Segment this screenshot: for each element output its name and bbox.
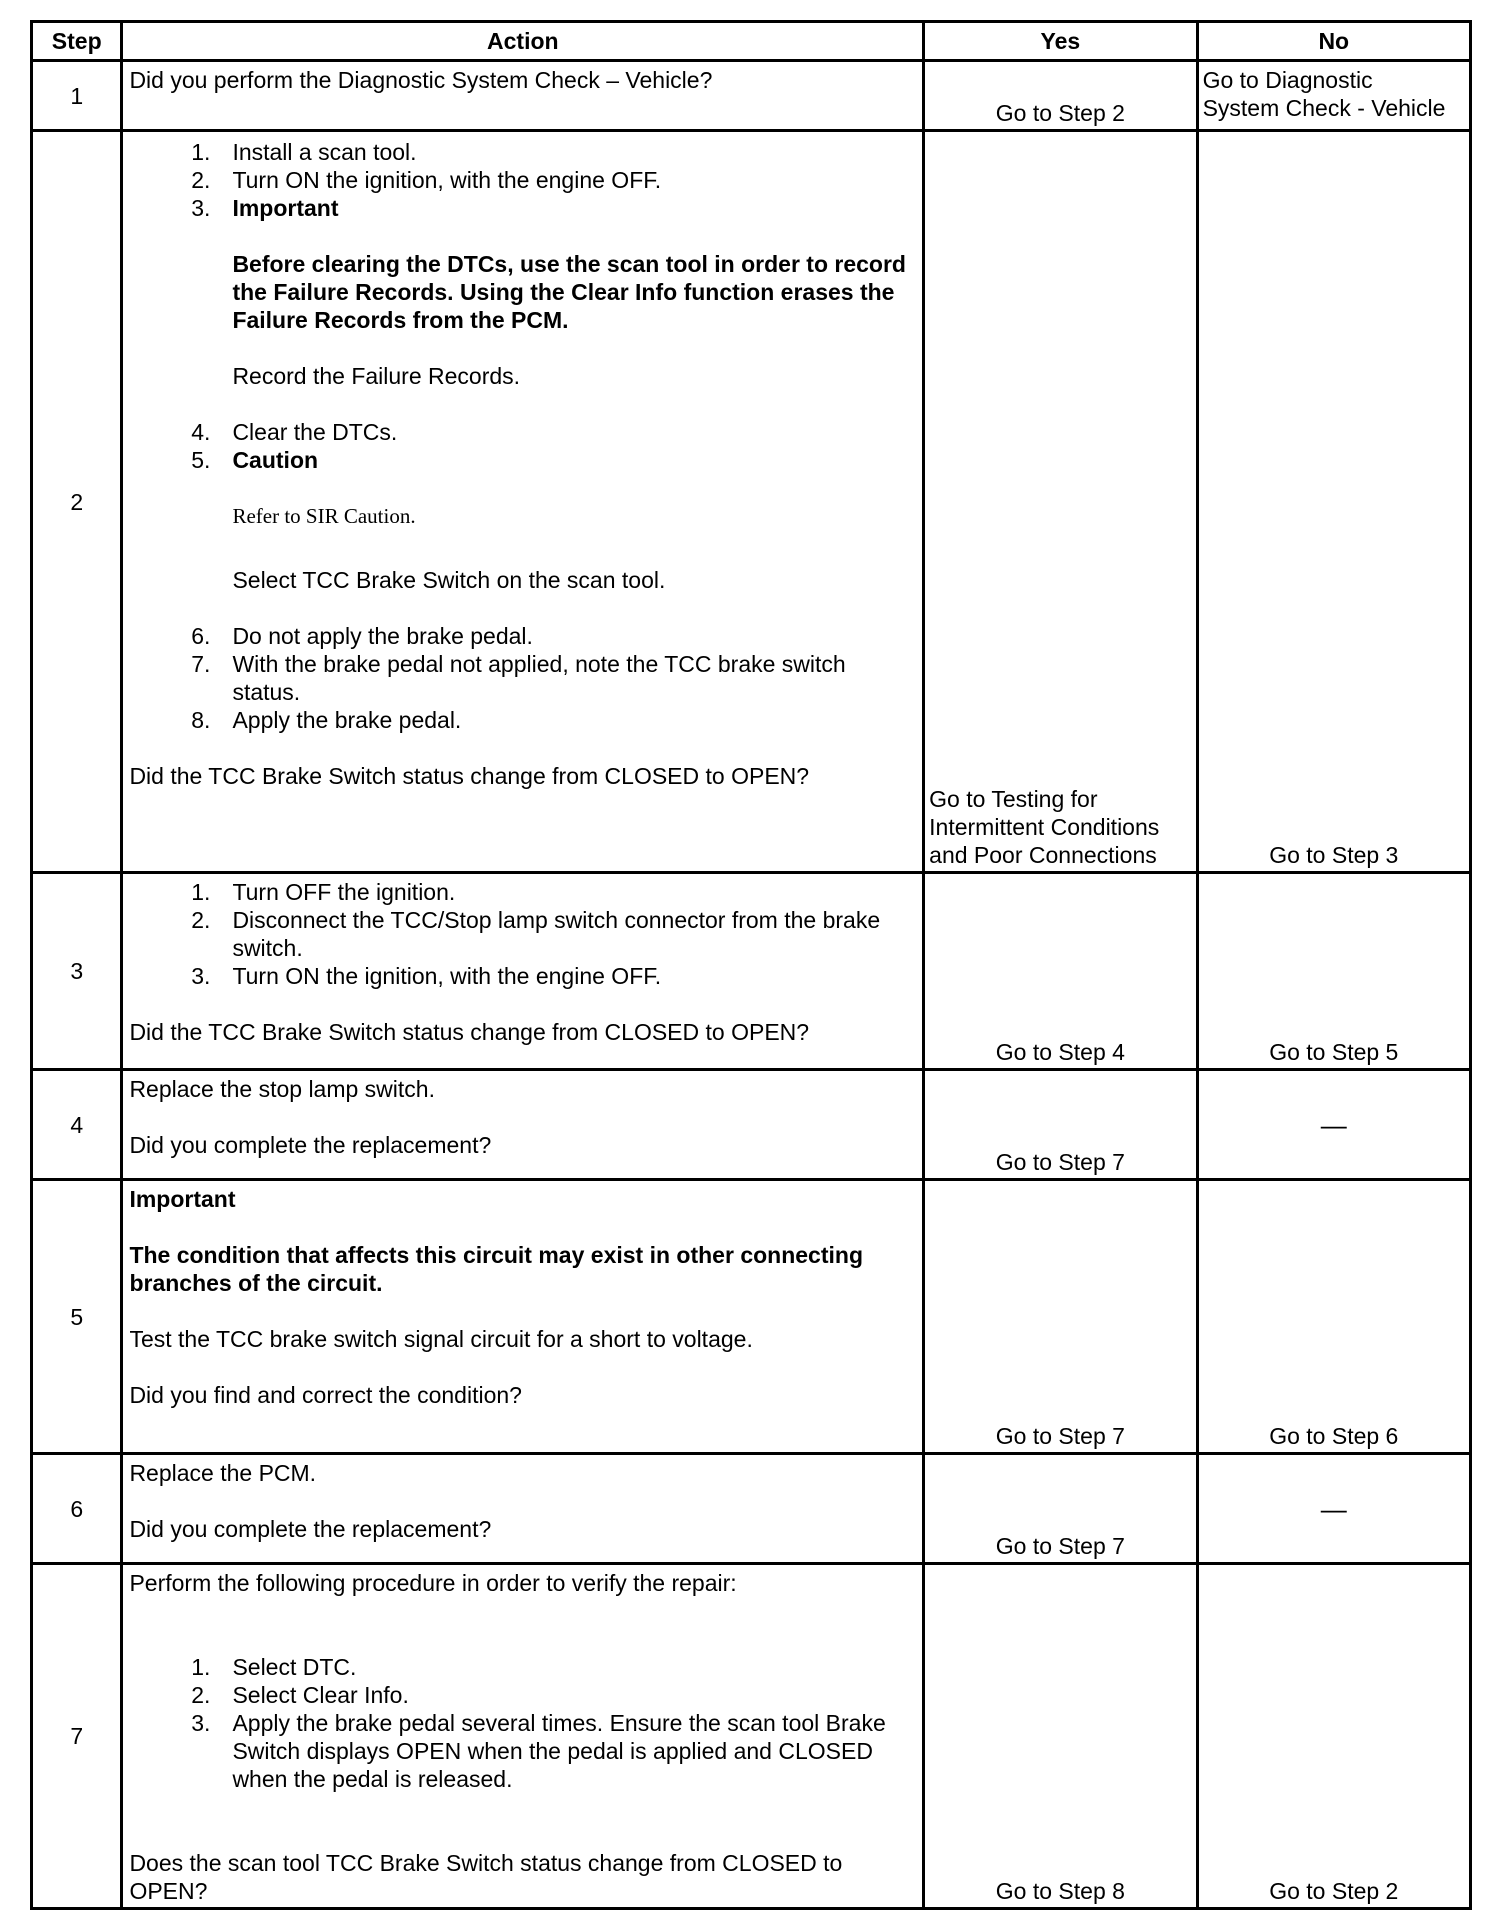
no-cell: Go to Step 5 xyxy=(1197,873,1470,1070)
item-number: 2. xyxy=(191,1682,211,1708)
caution-label: Caution xyxy=(232,447,319,473)
list-item xyxy=(129,1681,916,1709)
action-text: Test the TCC brake switch signal circuit for a short to voltage. xyxy=(129,1326,753,1352)
question-text: Did you perform the Diagnostic System Check – Vehicle? xyxy=(129,67,713,93)
yes-cell: Go to Step 7 xyxy=(924,1454,1197,1564)
item-number: 2. xyxy=(191,907,211,933)
step-number: 1 xyxy=(32,61,122,131)
item-number: 1. xyxy=(191,879,211,905)
item-number: 8. xyxy=(191,707,211,733)
no-cell: Go to Step 6 xyxy=(1197,1180,1470,1454)
important-note: Before clearing the DTCs, use the scan tool in order to record the Failure Records. Using the Clear Info function erases the Failure Records from the PCM. xyxy=(232,251,906,333)
item-number: 6. xyxy=(191,623,211,649)
action-cell xyxy=(122,131,924,873)
header-action: Action xyxy=(122,22,924,61)
step-number: 7 xyxy=(32,1564,122,1909)
item-text: Select Clear Info. xyxy=(232,1682,409,1708)
question-text: Did you complete the replacement? xyxy=(129,1132,492,1158)
item-number: 3. xyxy=(191,195,211,221)
yes-cell: Go to Step 7 xyxy=(924,1070,1197,1180)
header-step: Step xyxy=(32,22,122,61)
table-row-step-2 xyxy=(32,131,1471,873)
action-cell xyxy=(122,61,924,131)
item-text: Apply the brake pedal. xyxy=(232,707,462,733)
step-number: 5 xyxy=(32,1180,122,1454)
no-cell: Go to Step 2 xyxy=(1197,1564,1470,1909)
item-text: Turn ON the ignition, with the engine OFF. xyxy=(232,167,662,193)
step-number: 2 xyxy=(32,131,122,873)
item-number: 7. xyxy=(191,651,211,677)
item-text: With the brake pedal not applied, note the TCC brake switch status. xyxy=(232,651,846,705)
list-item xyxy=(129,906,916,962)
list-item xyxy=(129,1709,916,1793)
step-number: 3 xyxy=(32,873,122,1070)
yes-text-line2: Intermittent Conditions xyxy=(929,814,1160,840)
yes-text-line1: Go to Testing for xyxy=(929,786,1098,812)
list-item xyxy=(129,962,916,990)
action-cell xyxy=(122,873,924,1070)
item-number: 3. xyxy=(191,1710,211,1736)
list-item xyxy=(129,418,916,446)
select-text: Select TCC Brake Switch on the scan tool. xyxy=(232,567,666,593)
item-number: 1. xyxy=(191,1654,211,1680)
list-item xyxy=(129,446,916,474)
yes-cell: Go to Step 4 xyxy=(924,873,1197,1070)
no-cell xyxy=(1197,61,1470,131)
action-cell xyxy=(122,1180,924,1454)
item-text: Turn OFF the ignition. xyxy=(232,879,456,905)
no-text-line2: System Check - Vehicle xyxy=(1202,95,1446,121)
table-row-step-6 xyxy=(32,1454,1471,1564)
table-row-step-4 xyxy=(32,1070,1471,1180)
table-row-step-7 xyxy=(32,1564,1471,1909)
yes-cell: Go to Step 7 xyxy=(924,1180,1197,1454)
question-text: Did you find and correct the condition? xyxy=(129,1382,522,1408)
item-text: Disconnect the TCC/Stop lamp switch connector from the brake switch. xyxy=(232,907,881,961)
yes-cell: Go to Step 8 xyxy=(924,1564,1197,1909)
intro-text: Perform the following procedure in order to verify the repair: xyxy=(129,1570,737,1596)
important-note: The condition that affects this circuit may exist in other connecting branches of the circuit. xyxy=(129,1242,863,1296)
important-label: Important xyxy=(129,1186,236,1212)
question-text: Did the TCC Brake Switch status change from CLOSED to OPEN? xyxy=(129,763,810,789)
item-text: Turn ON the ignition, with the engine OFF. xyxy=(232,963,662,989)
item-text: Apply the brake pedal several times. Ensure the scan tool Brake Switch displays OPEN when the pedal is applied and CLOSED when the pedal is released. xyxy=(232,1710,886,1792)
table-row-step-1 xyxy=(32,61,1471,131)
table-row-step-5 xyxy=(32,1180,1471,1454)
no-cell: — xyxy=(1197,1070,1470,1180)
item-number: 5. xyxy=(191,447,211,473)
item-number: 4. xyxy=(191,419,211,445)
list-item xyxy=(129,650,916,706)
question-text: Does the scan tool TCC Brake Switch status change from CLOSED to OPEN? xyxy=(129,1850,843,1904)
header-no: No xyxy=(1197,22,1470,61)
important-label: Important xyxy=(232,195,339,221)
action-cell xyxy=(122,1070,924,1180)
item-number: 3. xyxy=(191,963,211,989)
list-item xyxy=(129,194,916,222)
diagnostic-table xyxy=(30,20,1472,1910)
no-text-line1: Go to Diagnostic xyxy=(1202,67,1373,93)
step-number: 6 xyxy=(32,1454,122,1564)
list-item xyxy=(129,706,916,734)
list-item xyxy=(129,1653,916,1681)
header-row xyxy=(32,22,1471,61)
action-cell xyxy=(122,1564,924,1909)
action-text: Replace the stop lamp switch. xyxy=(129,1076,435,1102)
header-yes: Yes xyxy=(924,22,1197,61)
no-cell: Go to Step 3 xyxy=(1197,131,1470,873)
item-text: Do not apply the brake pedal. xyxy=(232,623,533,649)
yes-cell: Go to Step 2 xyxy=(924,61,1197,131)
item-number: 2. xyxy=(191,167,211,193)
action-cell xyxy=(122,1454,924,1564)
item-number: 1. xyxy=(191,139,211,165)
action-text: Replace the PCM. xyxy=(129,1460,317,1486)
item-text: Install a scan tool. xyxy=(232,139,417,165)
step-number: 4 xyxy=(32,1070,122,1180)
list-item xyxy=(129,138,916,166)
list-item xyxy=(129,166,916,194)
caution-note: Refer to SIR Caution. xyxy=(232,504,416,528)
table-row-step-3 xyxy=(32,873,1471,1070)
no-cell: — xyxy=(1197,1454,1470,1564)
list-item xyxy=(129,622,916,650)
yes-cell xyxy=(924,131,1197,873)
record-text: Record the Failure Records. xyxy=(232,363,521,389)
question-text: Did you complete the replacement? xyxy=(129,1516,492,1542)
question-text: Did the TCC Brake Switch status change from CLOSED to OPEN? xyxy=(129,1019,810,1045)
item-text: Clear the DTCs. xyxy=(232,419,398,445)
yes-text-line3: and Poor Connections xyxy=(929,842,1157,868)
list-item xyxy=(129,878,916,906)
item-text: Select DTC. xyxy=(232,1654,357,1680)
